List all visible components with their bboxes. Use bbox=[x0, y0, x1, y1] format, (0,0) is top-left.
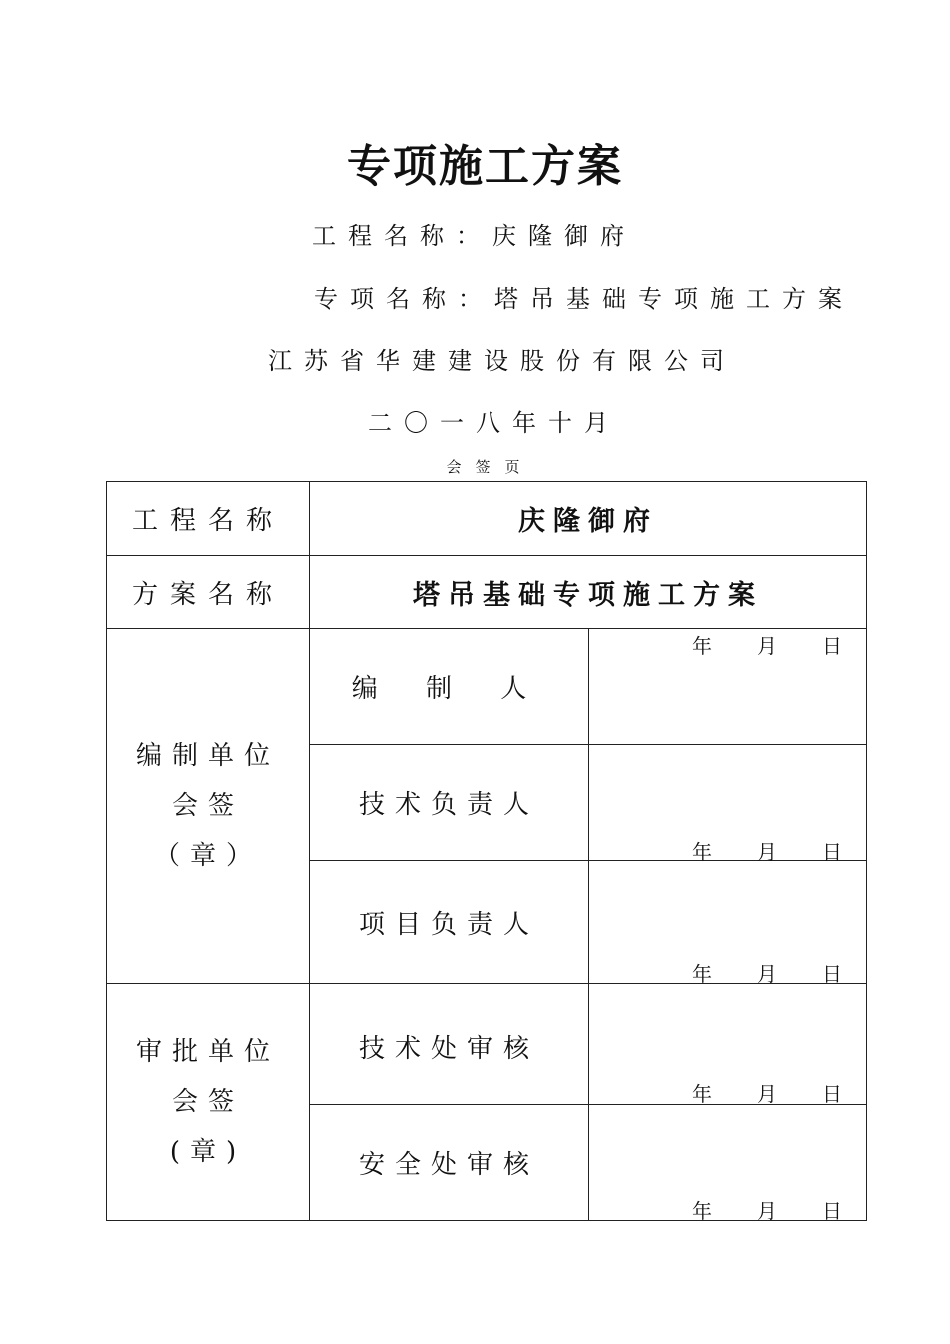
scheme-name-value: 塔吊基础专项施工方案 bbox=[413, 579, 763, 611]
month-label: 月 bbox=[757, 1082, 777, 1106]
approve-seal-label: (章) bbox=[169, 1137, 247, 1167]
project-name-label: 工程名称 bbox=[131, 506, 284, 536]
document-title: 专项施工方案 bbox=[347, 141, 623, 192]
date-field bbox=[692, 958, 842, 987]
year-label: 年 bbox=[692, 1082, 712, 1106]
day-label: 日 bbox=[822, 962, 842, 986]
month-label: 月 bbox=[757, 634, 777, 658]
table-col-line bbox=[588, 628, 589, 1221]
sign-page-title: 会签页 bbox=[446, 458, 534, 476]
project-name-line: 工程名称：庆隆御府 bbox=[312, 222, 636, 250]
approve-sign-label: 会签 bbox=[171, 1087, 244, 1117]
approve-unit-group bbox=[107, 984, 309, 1220]
role-project-lead: 项目负责人 bbox=[358, 909, 539, 940]
year-label: 年 bbox=[692, 962, 712, 986]
day-label: 日 bbox=[822, 1199, 842, 1223]
role-safety-review: 安全处审核 bbox=[358, 1150, 539, 1180]
scheme-name-label: 方案名称 bbox=[131, 579, 284, 610]
year-label: 年 bbox=[692, 634, 712, 658]
role-compiler: 编 制 人 bbox=[351, 674, 547, 704]
month-label: 月 bbox=[757, 840, 777, 864]
table-border-right bbox=[866, 481, 867, 1221]
day-label: 日 bbox=[822, 634, 842, 658]
compile-unit-group bbox=[107, 629, 309, 983]
date-field bbox=[692, 1195, 842, 1224]
month-label: 月 bbox=[757, 1199, 777, 1223]
role-tech-lead: 技术负责人 bbox=[358, 790, 539, 820]
date-field bbox=[692, 836, 842, 865]
company-name: 江苏省华建建设股份有限公司 bbox=[268, 347, 736, 375]
document-date: 二〇一八年十月 bbox=[368, 409, 620, 437]
compile-sign-label: 会签 bbox=[171, 791, 244, 821]
day-label: 日 bbox=[822, 1082, 842, 1106]
compile-seal-label: （章） bbox=[153, 841, 262, 871]
day-label: 日 bbox=[822, 840, 842, 864]
year-label: 年 bbox=[692, 1199, 712, 1223]
compile-unit-label: 编制单位 bbox=[135, 741, 280, 771]
role-tech-review: 技术处审核 bbox=[358, 1034, 539, 1064]
date-field bbox=[692, 1078, 842, 1107]
month-label: 月 bbox=[757, 962, 777, 986]
project-name-value: 庆隆御府 bbox=[518, 506, 658, 537]
date-field bbox=[692, 630, 842, 659]
scheme-name-line: 专项名称：塔吊基础专项施工方案 bbox=[314, 285, 854, 313]
approve-unit-label: 审批单位 bbox=[135, 1037, 280, 1067]
year-label: 年 bbox=[692, 840, 712, 864]
